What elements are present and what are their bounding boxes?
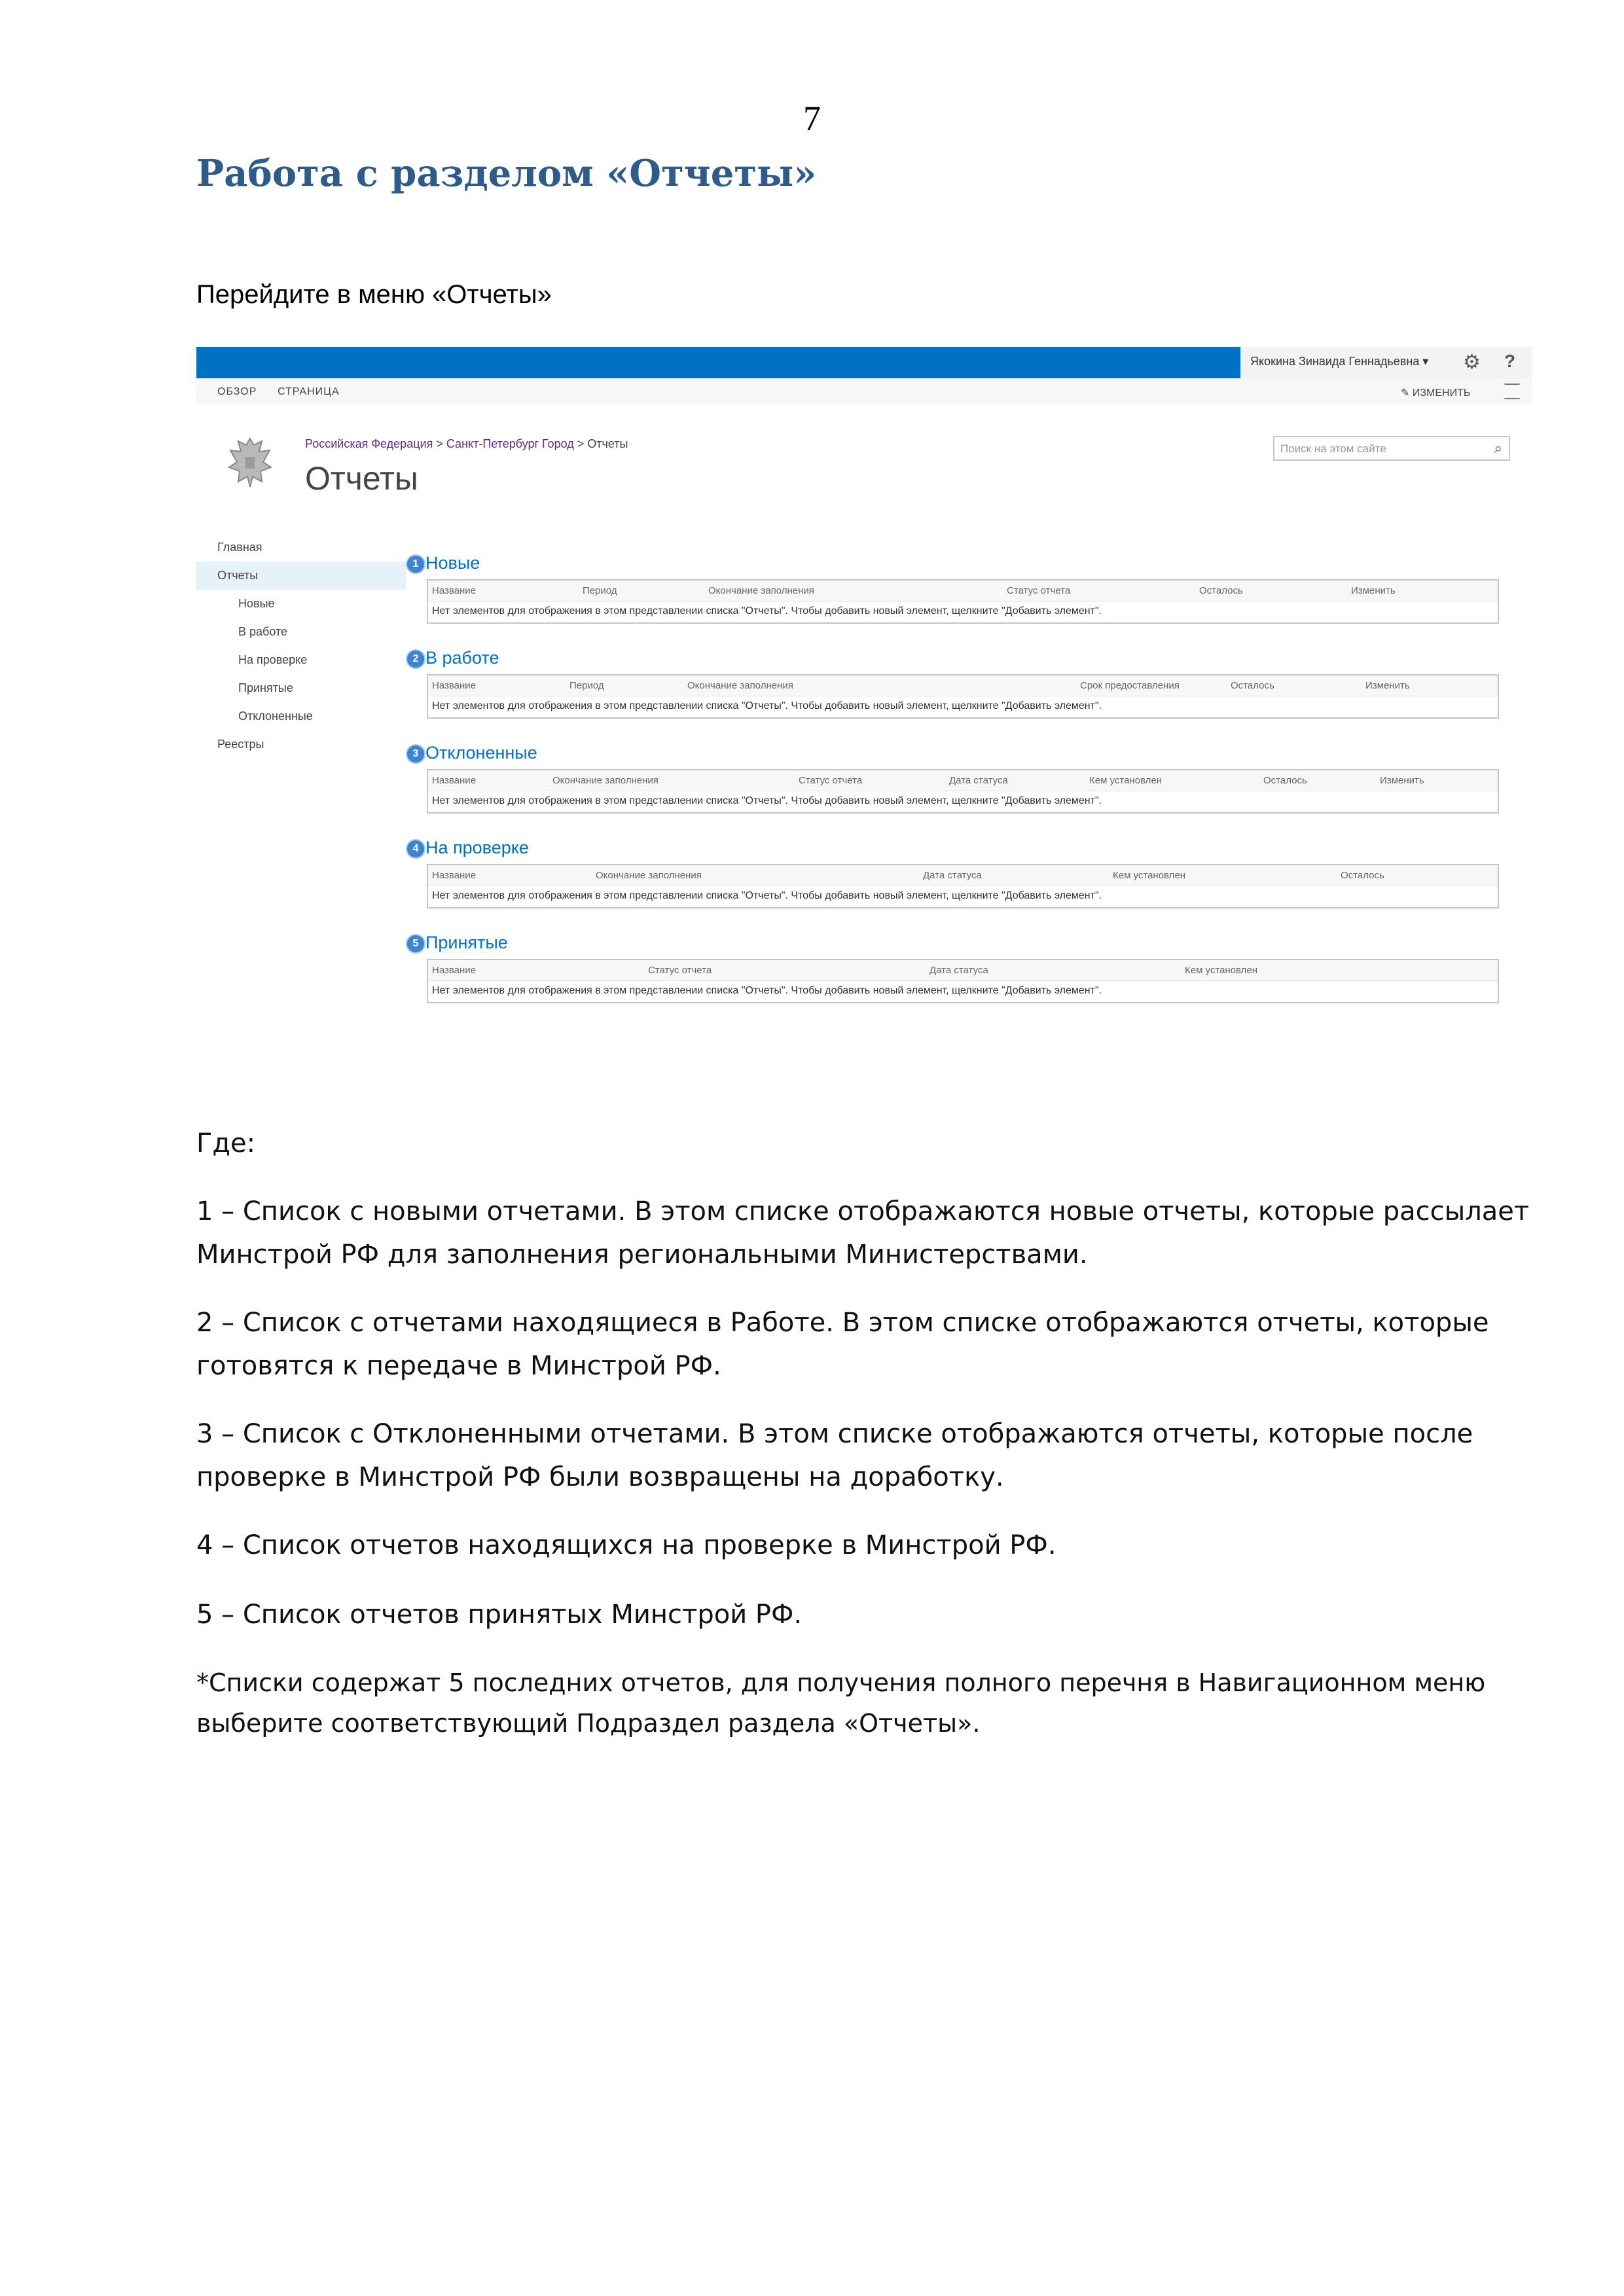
breadcrumb-separator: > [577,437,585,450]
section-title[interactable]: Новые [425,553,480,573]
breadcrumb-separator: > [436,437,443,450]
column-header[interactable]: Название [432,680,477,691]
explanation-item-2: 2 – Список с отчетами находящиеся в Работе. В этом списке отображаются отчеты, которые готовятся к передаче в Минстрой РФ. [196,1308,1489,1381]
section-title[interactable]: Отклоненные [425,743,537,762]
column-header[interactable]: Название [432,870,477,881]
column-header[interactable]: Период [583,585,617,596]
pencil-icon: ✎ [1401,387,1413,399]
column-header[interactable]: Изменить [1380,775,1424,786]
nav-item-registries[interactable]: Реестры [217,738,264,751]
column-header[interactable]: Осталось [1199,585,1243,596]
column-header[interactable]: Окончание заполнения [552,775,659,786]
list-view [427,674,1499,719]
column-header[interactable]: Статус отчета [1007,585,1071,596]
site-title: Отчеты [305,460,418,497]
column-header[interactable]: Кем установлен [1113,870,1186,881]
column-header[interactable]: Название [432,585,477,596]
list-view [427,959,1499,1003]
breadcrumb [305,437,628,451]
column-header[interactable]: Статус отчета [799,775,863,786]
footnote: *Списки содержат 5 последних отчетов, для получения полного перечня в Навигационном меню выберите соответствующий Подраздел раздела «Отчеты». [196,1668,1486,1738]
column-header[interactable]: Название [432,775,477,786]
column-header[interactable]: Статус отчета [648,965,712,976]
empty-list-message: Нет элементов для отображения в этом представлении списка "Отчеты". Чтобы добавить новый элемент, щелкните "Добавить элемент". [432,605,1102,617]
suite-bar-brand-area [196,347,1240,378]
explanation-item-1: 1 – Список с новыми отчетами. В этом списке отображаются новые отчеты, которые рассылает Минстрой РФ для заполнения региональными Министерствами. [196,1196,1530,1270]
edit-button[interactable] [1401,386,1470,399]
column-header[interactable]: Дата статуса [923,870,982,881]
section-title[interactable]: На проверке [425,838,529,857]
breadcrumb-item-spb[interactable]: Санкт-Петербург Город [446,437,574,450]
user-menu[interactable] [1250,355,1428,368]
column-header[interactable]: Изменить [1365,680,1410,691]
list-view [427,769,1499,814]
explanation-item-5: 5 – Список отчетов принятых Минстрой РФ. [196,1600,803,1630]
search-input[interactable] [1273,436,1510,461]
quick-launch-nav [196,533,406,759]
column-header[interactable]: Осталось [1231,680,1274,691]
embedded-screenshot [196,347,1532,1021]
callout-number: 4 [406,839,425,859]
gear-icon[interactable]: ⚙ [1463,351,1481,373]
column-header-row [428,675,1498,696]
page-number: 7 [803,99,821,138]
section-title[interactable]: Принятые [425,933,508,952]
column-header[interactable]: Дата статуса [929,965,988,976]
nav-item-rejected[interactable]: Отклоненные [238,709,313,723]
column-header[interactable]: Дата статуса [949,775,1008,786]
column-header-row [428,960,1498,981]
focus-mode-icon[interactable] [1504,384,1521,399]
column-header[interactable]: Окончание заполнения [687,680,793,691]
column-header[interactable]: Окончание заполнения [596,870,702,881]
column-header-row [428,770,1498,791]
column-header[interactable]: Кем установлен [1089,775,1163,786]
nav-item-in-progress[interactable]: В работе [238,625,288,638]
callout-number: 2 [406,649,425,669]
coat-of-arms-logo [224,433,276,492]
column-header[interactable]: Осталось [1341,870,1384,881]
column-header[interactable]: Окончание заполнения [708,585,814,596]
column-header-row [428,865,1498,886]
chevron-down-icon: ▾ [1422,355,1429,368]
column-header[interactable]: Кем установлен [1185,965,1258,976]
breadcrumb-item-russia[interactable]: Российская Федерация [305,437,433,450]
where-label: Где: [196,1128,256,1158]
callout-number: 3 [406,744,425,764]
intro-text: Перейдите в меню «Отчеты» [196,280,552,309]
nav-item-under-review[interactable]: На проверке [238,653,308,666]
nav-item-home[interactable]: Главная [217,541,262,554]
search-icon[interactable]: ⌕ [1494,440,1502,456]
document-title: Работа с разделом «Отчеты» [196,152,817,195]
explanation-item-4: 4 – Список отчетов находящихся на проверке в Минстрой РФ. [196,1530,1056,1560]
section-title[interactable]: В работе [425,648,499,668]
empty-list-message: Нет элементов для отображения в этом представлении списка "Отчеты". Чтобы добавить новый элемент, щелкните "Добавить элемент". [432,985,1102,996]
nav-item-new[interactable]: Новые [238,597,275,610]
column-header[interactable]: Изменить [1351,585,1396,596]
edit-label: ИЗМЕНИТЬ [1412,387,1471,399]
empty-list-message: Нет элементов для отображения в этом представлении списка "Отчеты". Чтобы добавить новый элемент, щелкните "Добавить элемент". [432,700,1102,711]
search-placeholder: Поиск на этом сайте [1280,442,1386,455]
list-view [427,579,1499,624]
tab-browse[interactable]: ОБЗОР [217,386,257,397]
ribbon-bar [196,378,1532,404]
list-view [427,864,1499,908]
empty-list-message: Нет элементов для отображения в этом представлении списка "Отчеты". Чтобы добавить новый элемент, щелкните "Добавить элемент". [432,890,1102,901]
suite-bar [196,347,1532,378]
callout-number: 1 [406,554,425,574]
breadcrumb-item-reports: Отчеты [587,437,628,450]
column-header-row [428,581,1498,601]
empty-list-message: Нет элементов для отображения в этом представлении списка "Отчеты". Чтобы добавить новый элемент, щелкните "Добавить элемент". [432,795,1102,806]
tab-page[interactable]: СТРАНИЦА [278,386,340,397]
nav-item-accepted[interactable]: Принятые [238,681,293,694]
callout-number: 5 [406,934,425,954]
column-header[interactable]: Название [432,965,477,976]
column-header[interactable]: Осталось [1263,775,1307,786]
column-header[interactable]: Период [569,680,604,691]
nav-item-reports[interactable]: Отчеты [196,562,406,590]
help-icon[interactable]: ? [1504,351,1516,371]
explanation-item-3: 3 – Список с Отклоненными отчетами. В этом списке отображаются отчеты, которые после проверке в Минстрой РФ были возвращены на доработку. [196,1419,1473,1492]
column-header[interactable]: Срок предоставления [1080,680,1180,691]
user-name: Якокина Зинаида Геннадьевна [1250,355,1420,368]
